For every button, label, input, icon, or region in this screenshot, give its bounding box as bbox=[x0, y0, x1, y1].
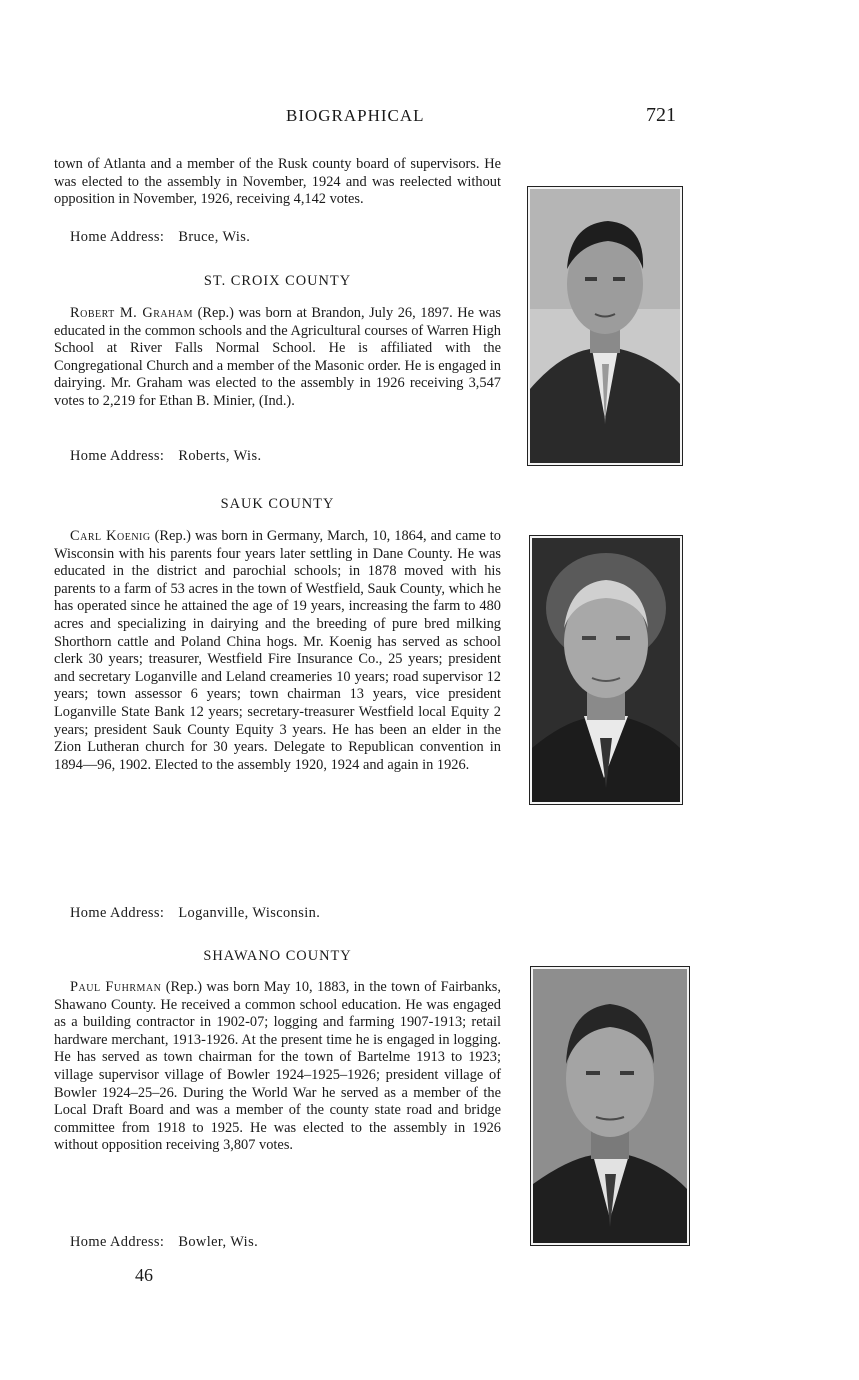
signature-mark: 46 bbox=[135, 1265, 153, 1285]
fuhrman-home-address bbox=[70, 1234, 258, 1251]
portrait-koenig bbox=[529, 535, 683, 805]
portrait-graham-image bbox=[530, 189, 680, 463]
member-name: Paul Fuhrman bbox=[70, 979, 162, 995]
running-header: BIOGRAPHICAL bbox=[286, 106, 425, 125]
home-address-label: Home Address: bbox=[70, 448, 165, 464]
member-name: Robert M. Graham bbox=[70, 305, 193, 321]
home-address-value: Loganville, Wisconsin. bbox=[178, 905, 321, 921]
home-address-label: Home Address: bbox=[70, 905, 165, 921]
bio-fuhrman: Paul Fuhrman (Rep.) was born May 10, 1883, in the town of Fairbanks, Shawano County. He received a common school education. He was engaged as a building contractor in 1902-07; logging and farming 1907-1913; retail hardware merchant, 1913-1926. At the present time he is engaged in logging. He has served as town chairman for the town of Bartelme 1913 to 1923; village supervisor village of Bowler 1924–1925–1926; president village of Bowler 1924–25–26. During the World War he served as a member of the Local Draft Board and was a member of the county state road and bridge committee from 1918 to 1925. He was elected to the assembly in 1926 without opposition receiving 3,807 votes. bbox=[54, 979, 501, 1154]
bio-koenig: Carl Koenig (Rep.) was born in Germany, March, 10, 1864, and came to Wisconsin with his parents four years later settling in Dane County. He was educated in the district and parochial schools; in 1878 moved with his parents to a farm of 53 acres in the town of Westfield, Sauk County, which he has operated since he attained the age of 19 years, increasing the farm to 480 acres and specializing in dairying and the breeding of pure bred milking Shorthorn cattle and Poland China hogs. Mr. Koenig has served as school clerk 30 years; treasurer, Westfield Fire Insurance Co., 25 years; president and secretary Loganville and Leland creameries 10 years; road supervisor 12 years; town assessor 6 years; town chairman 13 years, vice president Loganville State Bank 12 years; secretary-treasurer Westfield local Equity 2 years; president Sauk County Equity 3 years. He has been an elder in the Zion Lutheran church for 30 years. Delegate to Republican convention in 1894—96, 1902. Elected to the assembly 1920, 1924 and again in 1926. bbox=[54, 528, 501, 773]
home-address-value: Roberts, Wis. bbox=[178, 448, 262, 464]
intro-paragraph: town of Atlanta and a member of the Rusk county board of supervisors. He was elected to the assembly in November, 1924 and was reelected without opposition in November, 1926, receiving 4,142 votes. bbox=[54, 156, 501, 208]
graham-home-address bbox=[70, 448, 261, 465]
portrait-fuhrman bbox=[530, 966, 690, 1246]
home-address-label: Home Address: bbox=[70, 1234, 165, 1250]
home-address-value: Bruce, Wis. bbox=[178, 229, 251, 245]
portrait-fuhrman-image bbox=[533, 969, 687, 1243]
county-heading-shawano: SHAWANO COUNTY bbox=[203, 948, 352, 964]
portrait-koenig-image bbox=[532, 538, 680, 802]
county-heading-st-croix: ST. CROIX COUNTY bbox=[203, 273, 352, 289]
member-name: Carl Koenig bbox=[70, 528, 151, 544]
intro-home-address bbox=[70, 229, 250, 246]
home-address-label: Home Address: bbox=[70, 229, 165, 245]
county-heading-sauk: SAUK COUNTY bbox=[220, 496, 335, 512]
bio-graham: Robert M. Graham (Rep.) was born at Brandon, July 26, 1897. He was educated in the common schools and the Agricultural courses of Warren High School at River Falls Normal School. He is affiliated with the Congregational Church and a member of the Masonic order. He is engaged in dairying. Mr. Graham was elected to the assembly in 1926 receiving 3,547 votes to 2,219 for Ethan B. Minier, (Ind.). bbox=[54, 305, 502, 409]
koenig-home-address bbox=[70, 905, 320, 922]
portrait-graham bbox=[527, 186, 683, 466]
home-address-value: Bowler, Wis. bbox=[178, 1234, 259, 1250]
page-number: 721 bbox=[646, 104, 676, 126]
